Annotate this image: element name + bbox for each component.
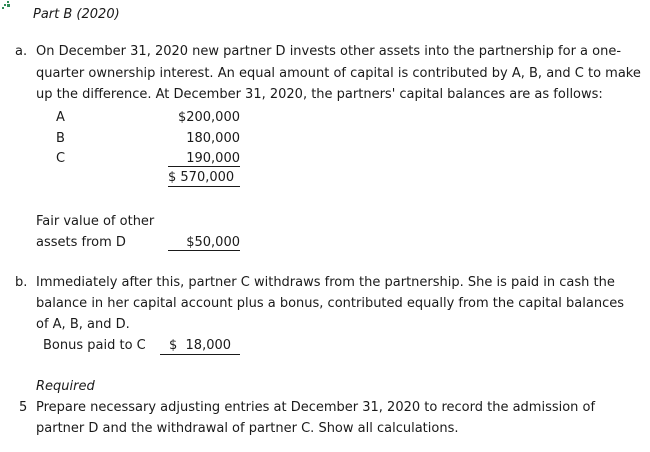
section-a-marker: a.	[15, 44, 28, 59]
required-number: 5	[19, 400, 28, 415]
section-a-line-3: up the difference. At December 31, 2020, the partners' capital balances are as follows:	[36, 87, 603, 102]
bonus-amount: $ 18,000	[169, 338, 232, 353]
partner-c-amount: 190,000	[186, 151, 240, 166]
partner-b-amount: 180,000	[186, 131, 240, 146]
section-b-line-2: balance in her capital account plus a bonus, contributed equally from the capital balances	[36, 296, 625, 311]
fair-value-label-line-1: Fair value of other	[36, 214, 155, 229]
fair-value-amount: $50,000	[186, 235, 240, 250]
section-a-line-1: On December 31, 2020 new partner D invests other assets into the partnership for a one-	[36, 44, 622, 59]
total-rule	[168, 186, 240, 187]
required-line-2: partner D and the withdrawal of partner C. Show all calculations.	[36, 421, 459, 436]
fair-value-rule	[168, 250, 240, 251]
section-a-line-2: quarter ownership interest. An equal amount of capital is contributed by A, B, and C to make	[36, 66, 641, 81]
fair-value-label-line-2: assets from D	[36, 235, 126, 250]
bonus-rule	[160, 354, 240, 355]
partner-a-amount: $200,000	[177, 110, 240, 125]
capital-total: $ 570,000	[168, 170, 235, 185]
partner-a-label: A	[56, 110, 65, 125]
section-b-line-3: of A, B, and D.	[36, 317, 130, 332]
section-b-marker: b.	[15, 275, 28, 290]
required-line-1: Prepare necessary adjusting entries at December 31, 2020 to record the admission of	[36, 400, 596, 415]
bonus-label: Bonus paid to C	[43, 338, 146, 353]
section-b-line-1: Immediately after this, partner C withdraws from the partnership. She is paid in cash the	[36, 275, 615, 290]
partner-c-label: C	[56, 151, 66, 166]
part-title: Part B (2020)	[33, 7, 120, 22]
required-heading: Required	[36, 379, 95, 394]
partner-b-label: B	[56, 131, 65, 146]
subtotal-rule	[168, 166, 240, 167]
corner-mark-icon	[0, 0, 14, 14]
